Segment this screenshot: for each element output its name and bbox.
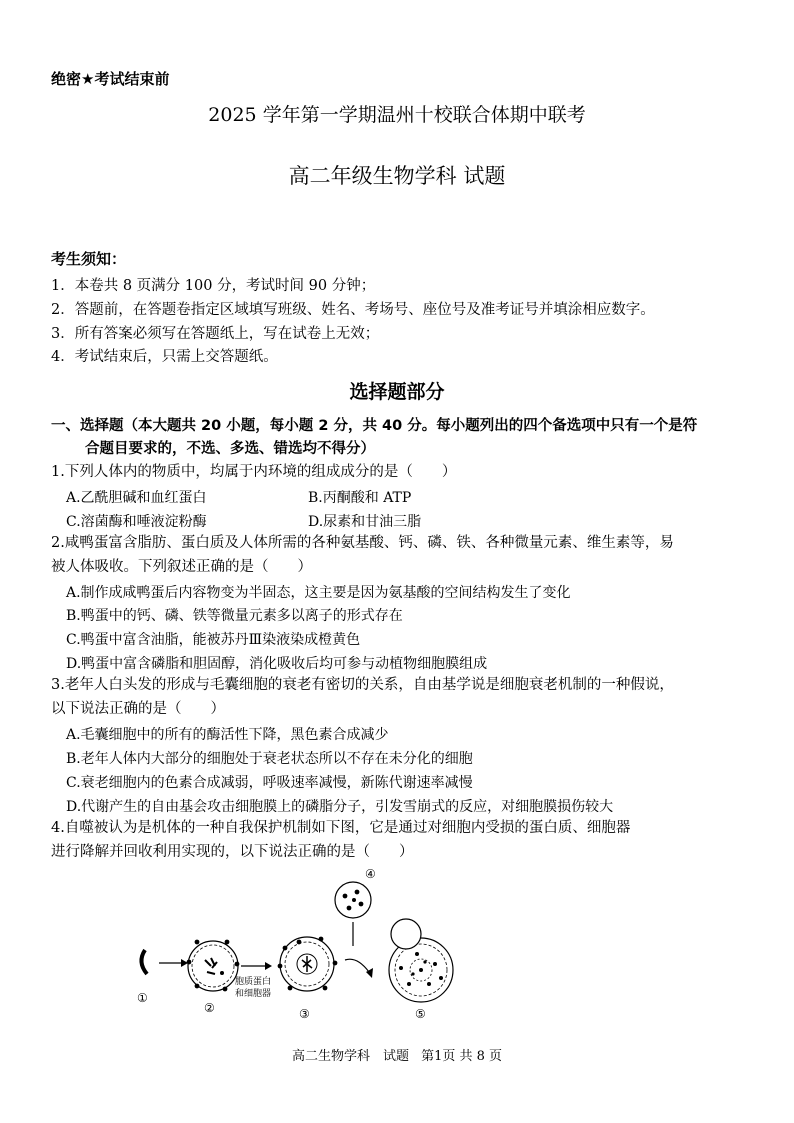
question-stem-line-2: 进行降解并回收利用实现的，以下说法正确的是（ ） <box>51 843 414 860</box>
exam-title: 2025 学年第一学期温州十校联合体期中联考 <box>208 104 586 126</box>
phagophore-stage-1 <box>141 950 151 974</box>
label-5: ⑤ <box>415 1007 426 1021</box>
note-item: 3．所有答案必须写在答题纸上，写在试卷上无效； <box>51 326 380 342</box>
instructions-line-2: 合题目要求的，不选、多选、错选均不得分） <box>85 441 375 457</box>
lysosome-stage-4 <box>335 882 371 918</box>
question-stem-line-1: 4.自噬被认为是机体的一种自我保护机制如下图，它是通过对细胞内受损的蛋白质、细胞器 <box>51 820 631 836</box>
option-a: A.制作成咸鸭蛋后内容物变为半固态，这主要是因为氨基酸的空间结构发生了变化 <box>66 585 571 601</box>
autolysosome-stage-5 <box>389 919 453 1002</box>
option-d: D.尿素和甘油三脂 <box>308 514 422 530</box>
option-c: C.鸭蛋中富含油脂，能被苏丹Ⅲ染液染成橙黄色 <box>66 632 361 648</box>
section-instructions <box>51 415 751 461</box>
label-3: ③ <box>299 1007 310 1021</box>
autophagosome-stage-3 <box>278 937 338 991</box>
footer-page-number: 第1页 共 8 页 <box>421 1049 503 1064</box>
note-item: 2．答题前，在答题卷指定区域填写班级、姓名、考场号、座位号及准考证号并填涂相应数字。 <box>51 302 655 318</box>
autophagy-diagram <box>125 868 465 1023</box>
section-title: 选择题部分 <box>349 381 445 403</box>
instructions-line-1: 一、选择题（本大题共 20 小题，每小题 2 分，共 40 分。每小题列出的四个备选项中只有一个是符 <box>51 418 698 434</box>
confidential-label: 绝密★考试结束前 <box>51 70 170 88</box>
option-b: B.鸭蛋中的钙、磷、铁等微量元素多以离子的形式存在 <box>66 608 403 624</box>
arrow-label-line-1: 胞质蛋白 <box>235 977 272 987</box>
option-c: C.衰老细胞内的色素合成减弱，呼吸速率减慢，新陈代谢速率减慢 <box>66 775 473 791</box>
question-stem-line-1: 2.咸鸭蛋富含脂肪、蛋白质及人体所需的各种氨基酸、钙、磷、铁、各种微量元素、维生素等，易 <box>51 535 674 551</box>
cell-stage-2 <box>187 940 240 992</box>
option-a: A.乙酰胆碱和血红蛋白 <box>66 490 207 506</box>
question-stem: 1.下列人体内的物质中，均属于内环境的组成成分的是（ ） <box>51 464 457 480</box>
question-2 <box>51 532 751 579</box>
subject-title: 高二年级生物学科 试题 <box>288 164 506 188</box>
label-1: ① <box>137 991 148 1005</box>
notes-heading: 考生须知： <box>51 250 127 268</box>
question-3 <box>51 674 751 721</box>
label-2: ② <box>204 1001 215 1015</box>
option-a: A.毛囊细胞中的所有的酶活性下降，黑色素合成减少 <box>66 727 389 743</box>
arrow-head <box>265 962 272 970</box>
option-c: C.溶菌酶和唾液淀粉酶 <box>66 514 207 530</box>
option-d: D.鸭蛋中富含磷脂和胆固醇，消化吸收后均可参与动植物细胞膜组成 <box>66 656 488 672</box>
question-4 <box>51 817 751 864</box>
footer-subject: 高二生物学科 试题 <box>291 1049 409 1064</box>
note-item: 1．本卷共 8 页满分 100 分，考试时间 90 分钟； <box>51 278 376 294</box>
label-4: ④ <box>365 868 376 881</box>
arrow <box>345 959 369 972</box>
note-item: 4．考试结束后，只需上交答题纸。 <box>51 349 278 365</box>
question-1 <box>51 461 751 485</box>
question-stem-line-2: 以下说法正确的是（ ） <box>51 700 225 717</box>
question-stem-line-2: 被人体吸收。下列叙述正确的是（ ） <box>51 558 312 575</box>
question-stem-line-1: 3.老年人白头发的形成与毛囊细胞的衰老有密切的关系，自由基学说是细胞衰老机制的一种假说， <box>51 677 674 693</box>
option-b: B.丙酮酸和 ATP <box>308 490 412 506</box>
page-footer <box>0 1045 794 1064</box>
option-d: D.代谢产生的自由基会攻击细胞膜上的磷脂分子，引发雪崩式的反应，对细胞膜损伤较大 <box>66 799 614 815</box>
option-b: B.老年人体内大部分的细胞处于衰老状态所以不存在未分化的细胞 <box>66 751 473 767</box>
arrow-label-line-2: 和细胞器 <box>235 989 272 999</box>
